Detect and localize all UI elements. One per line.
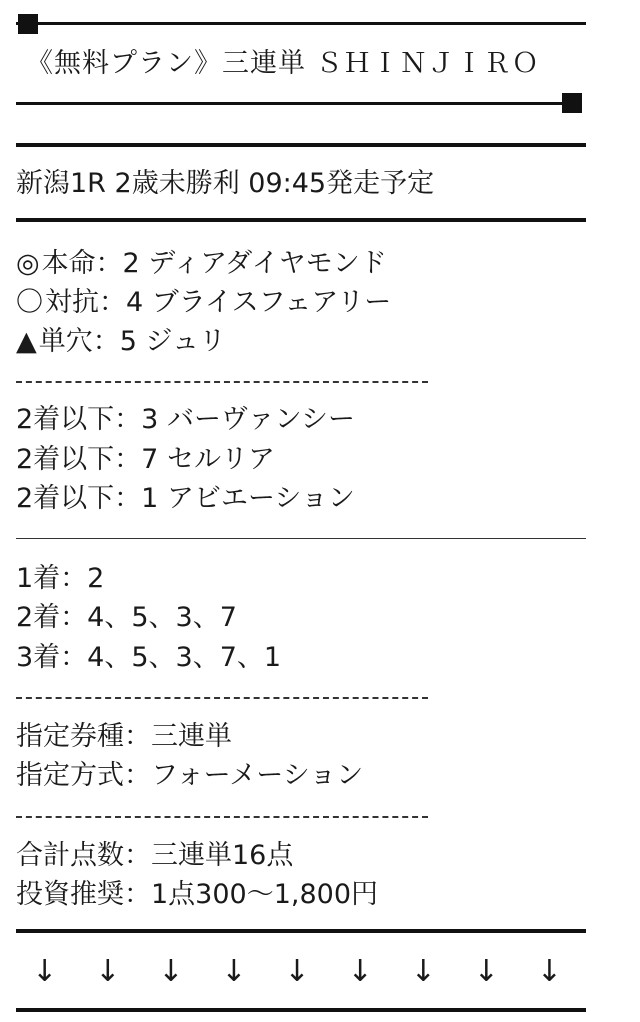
- down-arrow-icon: ↓: [95, 954, 121, 989]
- dashed-divider: [16, 697, 428, 699]
- pick-taikou: [16, 283, 391, 323]
- bet-investment: 投資推奨：1点300〜1,800円: [16, 879, 379, 910]
- triangle-mark: ▲: [16, 326, 37, 357]
- down-arrow-icon: ↓: [284, 954, 310, 989]
- down-arrow-icon: ↓: [32, 954, 58, 989]
- header-rule-bottom: [16, 102, 562, 105]
- race-info: 新潟1R 2歳未勝利 09:45発走予定: [16, 168, 435, 199]
- race-rule-bottom: [16, 218, 586, 222]
- down-arrow-row: [32, 952, 562, 992]
- formation-first: 1着：2: [16, 563, 105, 594]
- formation-second: 2着：4、5、3、7: [16, 602, 237, 633]
- footer-rule-top: [16, 929, 586, 933]
- down-arrow-icon: ↓: [410, 954, 436, 989]
- bet-method: 指定方式：フォーメーション: [16, 760, 364, 791]
- dashed-divider: [16, 816, 428, 818]
- footer-rule-bottom: [16, 1008, 586, 1012]
- pick-honmei-text: 本命：2 ディアダイヤモンド: [41, 248, 387, 279]
- pick-tanana-text: 単穴：5 ジュリ: [38, 326, 226, 357]
- thin-divider: [16, 538, 586, 539]
- down-arrow-icon: ↓: [473, 954, 499, 989]
- other-horse: 2着以下：3 バーヴァンシー: [16, 404, 355, 435]
- down-arrow-icon: ↓: [221, 954, 247, 989]
- other-horse: 2着以下：7 セルリア: [16, 444, 275, 475]
- header-rule-top: [16, 22, 586, 25]
- plan-title: 《無料プラン》三連単 ＳＨＩＮＪＩＲＯ: [26, 48, 540, 79]
- bet-type: 指定券種：三連単: [16, 721, 232, 752]
- pick-taikou-text: 対抗：4 ブライスフェアリー: [45, 287, 392, 318]
- down-arrow-icon: ↓: [536, 954, 562, 989]
- bet-points: 合計点数：三連単16点: [16, 840, 294, 871]
- circle-mark: 〇: [16, 287, 43, 318]
- other-horse: 2着以下：1 アビエーション: [16, 483, 355, 514]
- header-square-right: [562, 93, 582, 113]
- down-arrow-icon: ↓: [347, 954, 373, 989]
- double-circle-mark: ◎: [16, 248, 40, 279]
- down-arrow-icon: ↓: [158, 954, 184, 989]
- pick-tanana: [16, 322, 226, 362]
- formation-third: 3着：4、5、3、7、1: [16, 642, 282, 673]
- dashed-divider: [16, 381, 428, 383]
- pick-honmei: [16, 244, 387, 284]
- race-rule-top: [16, 143, 586, 147]
